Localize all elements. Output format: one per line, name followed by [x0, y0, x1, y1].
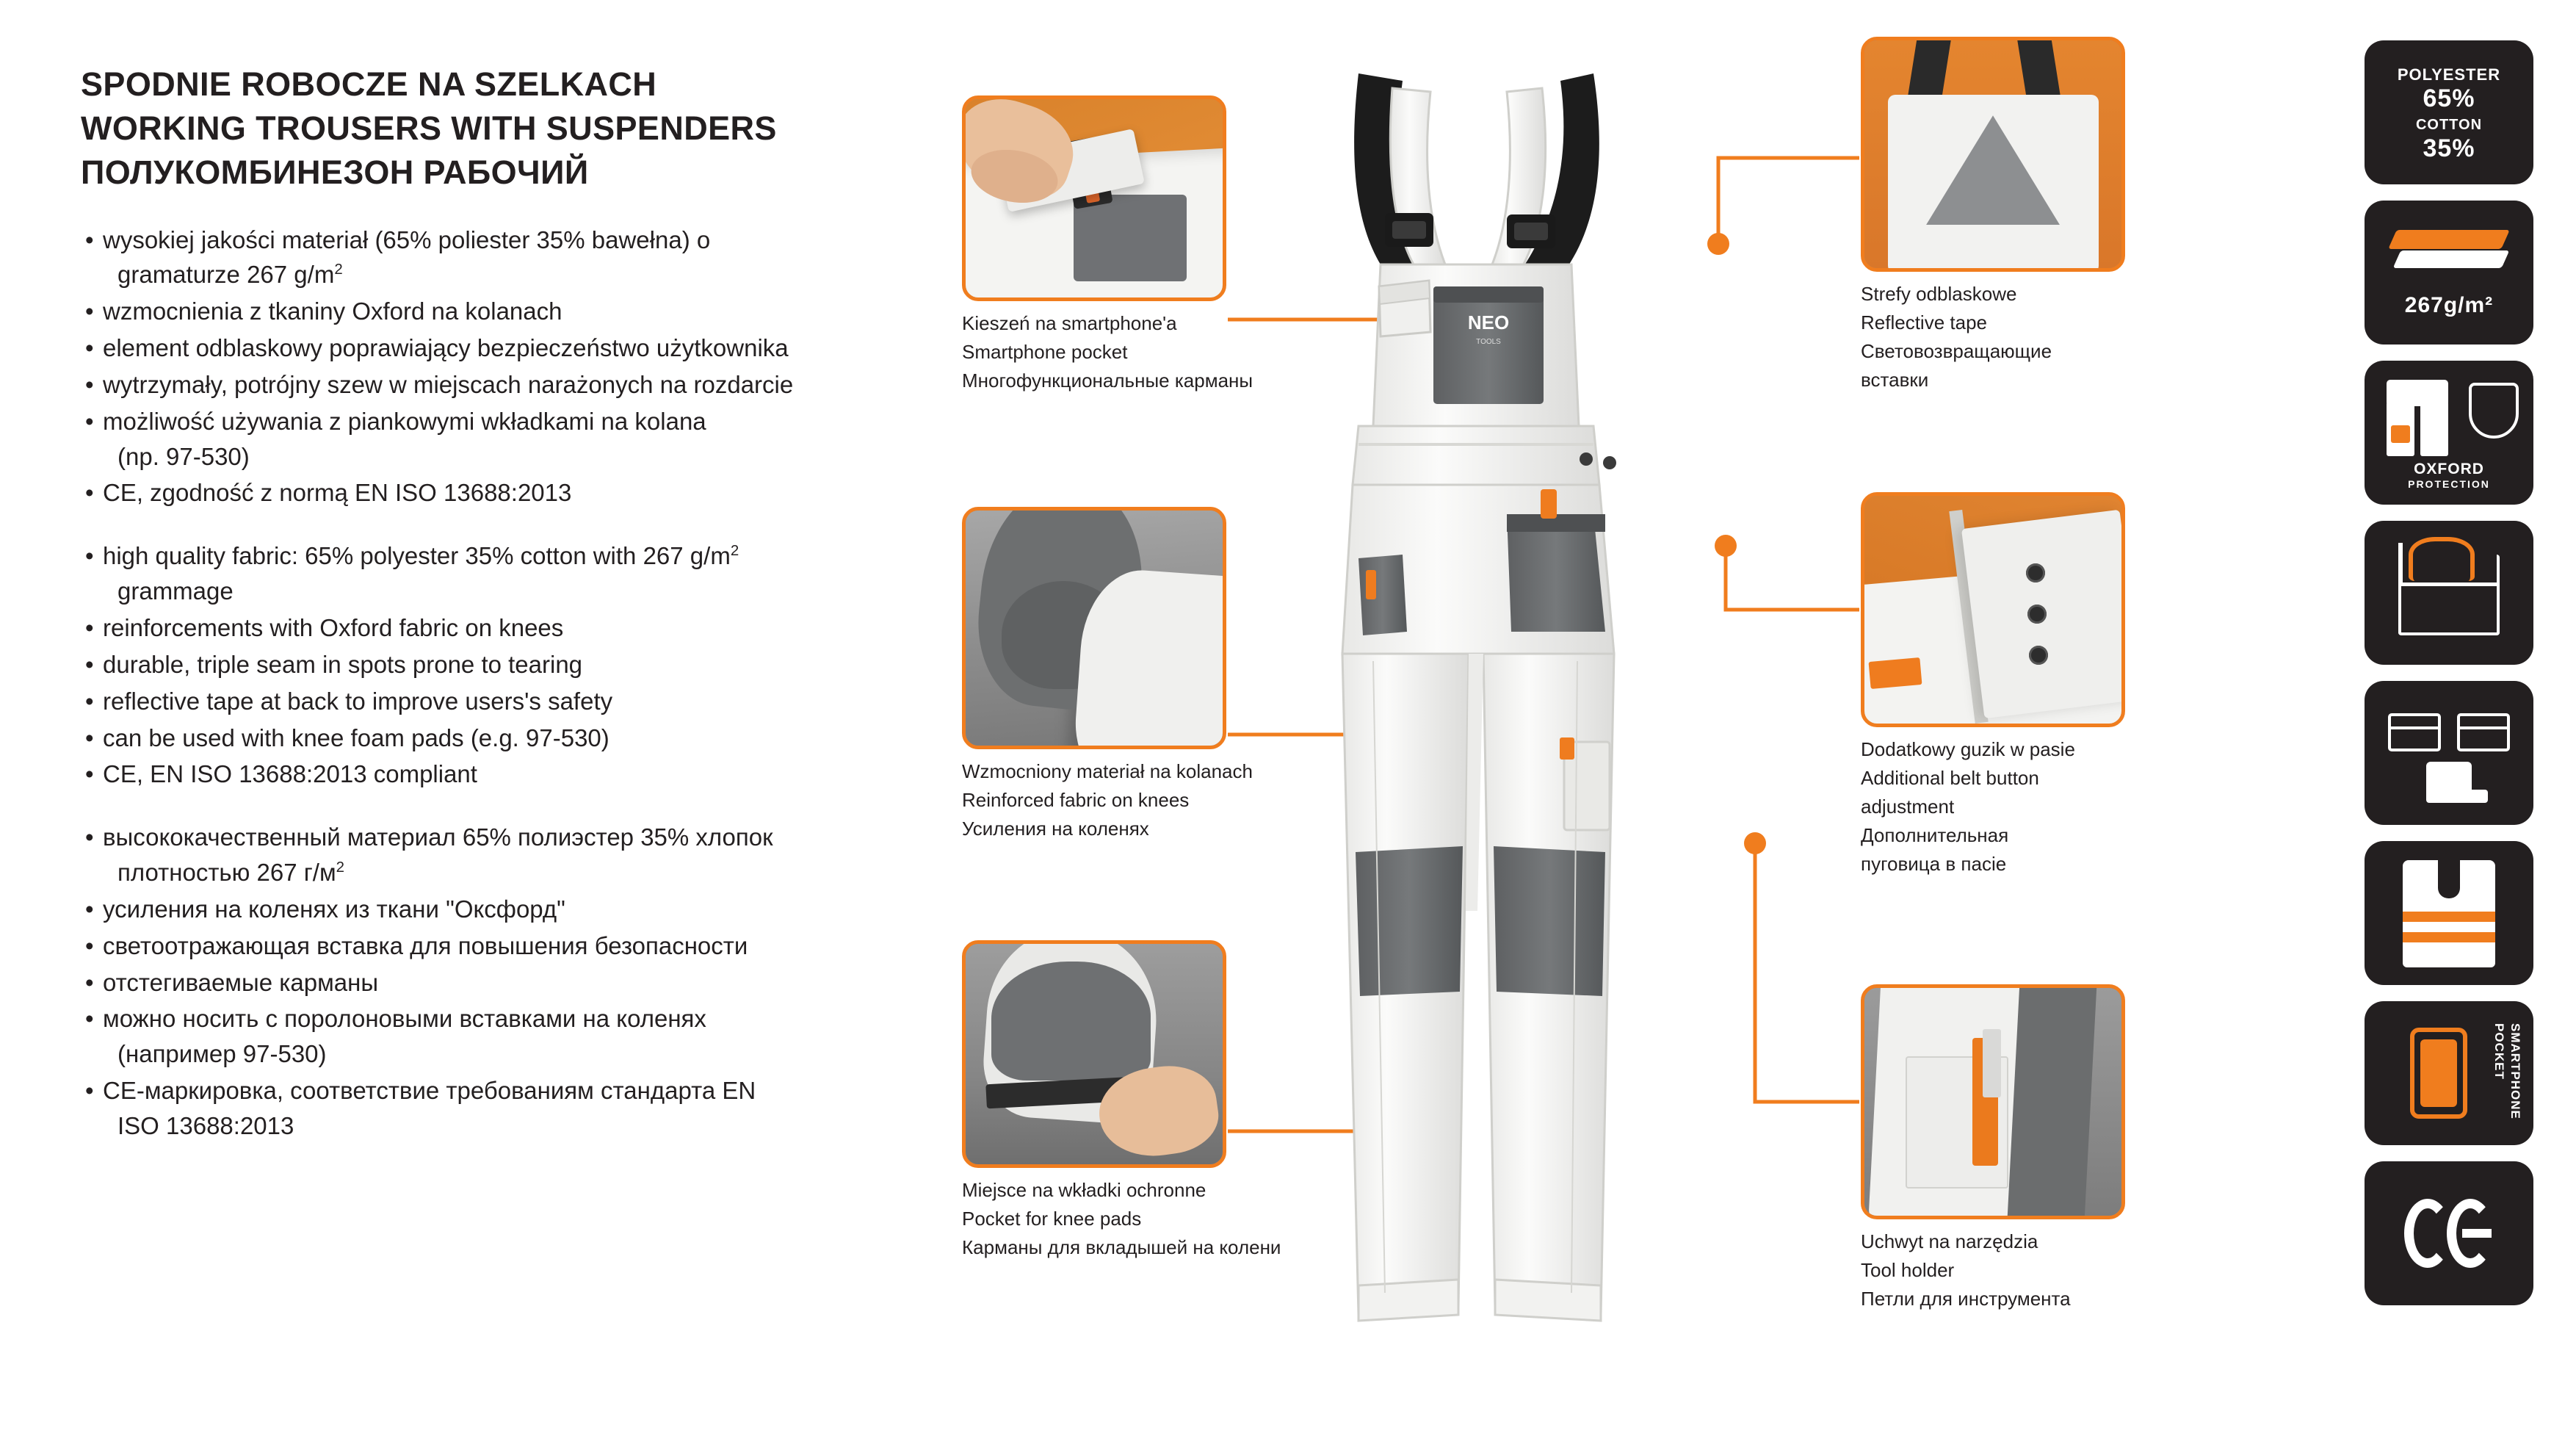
- spec-text: усиления на коленях из ткани "Оксфорд": [103, 895, 565, 923]
- knee-pad-icon: [2409, 537, 2475, 581]
- boot-icon: [2426, 762, 2472, 803]
- spec-list-ru: [81, 820, 947, 1144]
- spec-superscript: 2: [730, 542, 739, 560]
- bullet-icon: •: [85, 931, 94, 959]
- grammage-badge: [2365, 201, 2533, 345]
- spec-text: можно носить с поролоновыми вставками на коленях: [103, 1005, 706, 1033]
- caption-pl: Kieszeń na smartphone'a: [962, 312, 1177, 334]
- list-item: [81, 647, 947, 682]
- pocket-right-icon: [2457, 713, 2510, 751]
- bullet-icon: •: [85, 1077, 94, 1105]
- spec-text: wysokiej jakości materiał (65% poliester 35% bawełna) o: [103, 226, 711, 253]
- caption-pl: Wzmocniony materiał na kolanach: [962, 760, 1253, 782]
- callout-smartphone-pocket: [962, 95, 1253, 394]
- title-ru: ПОЛУКОМБИНЕЗОН РАБОЧИЙ: [81, 153, 589, 191]
- spec-text: can be used with knee foam pads (e.g. 97-530): [103, 724, 609, 751]
- spec-text-cont: (например 97-530): [117, 1040, 327, 1068]
- list-item: [81, 1073, 947, 1144]
- pocket-word: POCKET: [2492, 1023, 2506, 1080]
- thumbnail-knee-pads-pocket[interactable]: [962, 940, 1226, 1168]
- bullet-icon: •: [85, 650, 94, 678]
- spec-text-cont: плотностью 267 $г/м^2$: [117, 859, 345, 887]
- callout-tool-holder: [1861, 984, 2125, 1313]
- feature-badge-rail: [2365, 40, 2548, 1321]
- shield-icon: [2469, 383, 2519, 439]
- kneeling-seat-icon: [2398, 582, 2500, 586]
- caption-en: Smartphone pocket: [962, 340, 1128, 363]
- caption-en-2: adjustment: [1861, 795, 1955, 818]
- pocket-left-icon: [2388, 713, 2441, 751]
- caption-pl: Miejsce na wkładki ochronne: [962, 1179, 1206, 1201]
- caption-pl: Strefy odblaskowe: [1861, 283, 2017, 305]
- list-item: [81, 757, 947, 792]
- title-pl: SPODNIE ROBOCZE NA SZELKACH: [81, 65, 657, 103]
- spec-text: wzmocnienia z tkaniny Oxford na kolanach: [103, 297, 562, 325]
- caption-en: Reinforced fabric on knees: [962, 788, 1190, 811]
- spec-text: durable, triple seam in spots prone to tearing: [103, 650, 583, 678]
- spec-text: CE, EN ISO 13688:2013 compliant: [103, 760, 477, 788]
- reflective-vest-badge: [2365, 841, 2533, 985]
- spec-list-pl: [81, 223, 947, 511]
- spec-text: wytrzymały, potrójny szew w miejscach narażonych na rozdarcie: [103, 370, 794, 398]
- bullet-icon: •: [85, 407, 94, 435]
- list-item: [81, 367, 947, 403]
- oxford-protection-badge: [2365, 361, 2533, 505]
- bullet-icon: •: [85, 334, 94, 362]
- caption-en: Reflective tape: [1861, 311, 1987, 333]
- caption-en: Pocket for knee pads: [962, 1207, 1142, 1230]
- trousers-icon: [2384, 380, 2451, 456]
- bullet-icon: •: [85, 226, 94, 253]
- spec-list-en: [81, 538, 947, 792]
- spec-text: reflective tape at back to improve users's safety: [103, 687, 613, 715]
- svg-text:TOOLS: TOOLS: [1476, 338, 1501, 346]
- spec-text: высококачественный материал 65% полиэстер 35% хлопок: [103, 823, 773, 851]
- product-figure: [955, 29, 2328, 1425]
- page-title: [81, 62, 947, 195]
- polyester-label: POLYESTER: [2397, 65, 2501, 84]
- caption-ru: Петли для инструмента: [1861, 1287, 2071, 1310]
- caption-ru: Дополнительная: [1861, 823, 2009, 846]
- product-description-panel: [81, 62, 947, 1145]
- bullet-icon: •: [85, 895, 94, 923]
- list-item: [81, 928, 947, 964]
- callout-knee-reinforcement: [962, 507, 1253, 843]
- thumbnail-reflective-tape[interactable]: [1861, 37, 2125, 272]
- bullet-icon: •: [85, 542, 94, 570]
- detachable-pockets-badge: [2365, 681, 2533, 825]
- bullet-icon: •: [85, 370, 94, 398]
- reflective-stripe-icon: [2403, 912, 2495, 922]
- bullet-icon: •: [85, 479, 94, 507]
- spec-text-cont: gramaturze 267 $g/m^2$: [117, 261, 343, 289]
- knee-pads-badge: [2365, 521, 2533, 665]
- polyester-value: 65%: [2423, 84, 2475, 112]
- list-item: [81, 538, 947, 609]
- spec-text: светоотражающая вставка для повышения безопасности: [103, 931, 748, 959]
- bullet-icon: •: [85, 760, 94, 788]
- kneeling-support-icon: [2398, 543, 2403, 584]
- list-item: [81, 965, 947, 1000]
- list-item: [81, 475, 947, 511]
- ce-mark-icon: [2365, 1161, 2533, 1305]
- title-en: WORKING TROUSERS WITH SUSPENDERS: [81, 109, 777, 147]
- composition-badge: [2365, 40, 2533, 184]
- caption-ru: Световозвращающие: [1861, 339, 2052, 362]
- cotton-value: 35%: [2423, 134, 2475, 162]
- list-item: [81, 721, 947, 756]
- caption-en: Tool holder: [1861, 1258, 1955, 1281]
- bullet-icon: •: [85, 968, 94, 996]
- spec-text: CE-маркировка, соответствие требованиям стандарта EN: [103, 1077, 756, 1105]
- spec-text: możliwość używania z piankowymi wkładkami na kolana: [103, 407, 706, 435]
- grammage-value: 267g/m²: [2404, 293, 2494, 317]
- reflective-stripe-icon-2: [2403, 932, 2495, 942]
- product-illustration: [1248, 44, 1850, 1359]
- list-item: [81, 1001, 947, 1072]
- spec-text: element odblaskowy poprawiający bezpieczeństwo użytkownika: [103, 334, 789, 362]
- thumbnail-knee-reinforcement[interactable]: [962, 507, 1226, 749]
- list-item: [81, 294, 947, 329]
- caption-ru-2: пуговица в пасie: [1861, 852, 2007, 875]
- fabric-layers-icon: [2392, 230, 2506, 275]
- callout-reflective-tape: [1861, 37, 2125, 394]
- thumbnail-smartphone-pocket[interactable]: [962, 95, 1226, 301]
- protection-label: PROTECTION: [2408, 478, 2490, 490]
- caption-pl: Dodatkowy guzik w pasie: [1861, 738, 2075, 760]
- bullet-icon: •: [85, 613, 94, 641]
- vest-collar-icon: [2438, 860, 2460, 898]
- oxford-label: OXFORD: [2414, 461, 2484, 477]
- thumbnail-tool-holder[interactable]: [1861, 984, 2125, 1219]
- caption-ru: Усиления на коленях: [962, 817, 1149, 840]
- caption-en: Additional belt button: [1861, 766, 2039, 789]
- list-item: [81, 404, 947, 475]
- bullet-icon: •: [85, 724, 94, 751]
- spec-text-cont: ISO 13688:2013: [117, 1111, 294, 1139]
- caption-ru: Карманы для вкладышей на колени: [962, 1236, 1281, 1258]
- thumbnail-belt-button[interactable]: [1861, 492, 2125, 727]
- smartphone-screen-icon: [2420, 1039, 2457, 1107]
- ce-badge: [2365, 1161, 2533, 1305]
- list-item: [81, 223, 947, 293]
- spec-text: high quality fabric: 65% polyester 35% cotton with 267 g/m: [103, 542, 731, 570]
- smartphone-pocket-label: [2491, 1023, 2523, 1145]
- bullet-icon: •: [85, 1005, 94, 1033]
- list-item: [81, 684, 947, 719]
- caption-ru: Многофункциональные карманы: [962, 369, 1253, 392]
- bullet-icon: •: [85, 297, 94, 325]
- bullet-icon: •: [85, 823, 94, 851]
- list-item: [81, 820, 947, 890]
- spec-text-cont: grammage: [117, 577, 234, 605]
- list-item: [81, 892, 947, 927]
- spec-text: отстегиваемые карманы: [103, 968, 379, 996]
- list-item: [81, 610, 947, 646]
- brand-label: NEO: [1467, 311, 1510, 333]
- caption-ru-2: вставки: [1861, 368, 1929, 391]
- smartphone-word: SMARTPHONE: [2508, 1023, 2522, 1119]
- spec-text: reinforcements with Oxford fabric on knees: [103, 613, 564, 641]
- smartphone-pocket-badge: [2365, 1001, 2533, 1145]
- list-item: [81, 331, 947, 366]
- callout-belt-button: [1861, 492, 2125, 878]
- spec-text-cont: (np. 97-530): [117, 442, 250, 470]
- spec-text: CE, zgodność z normą EN ISO 13688:2013: [103, 479, 572, 507]
- cotton-label: COTTON: [2415, 117, 2483, 133]
- bullet-icon: •: [85, 687, 94, 715]
- caption-pl: Uchwyt na narzędzia: [1861, 1230, 2038, 1252]
- callout-knee-pads-pocket: [962, 940, 1281, 1261]
